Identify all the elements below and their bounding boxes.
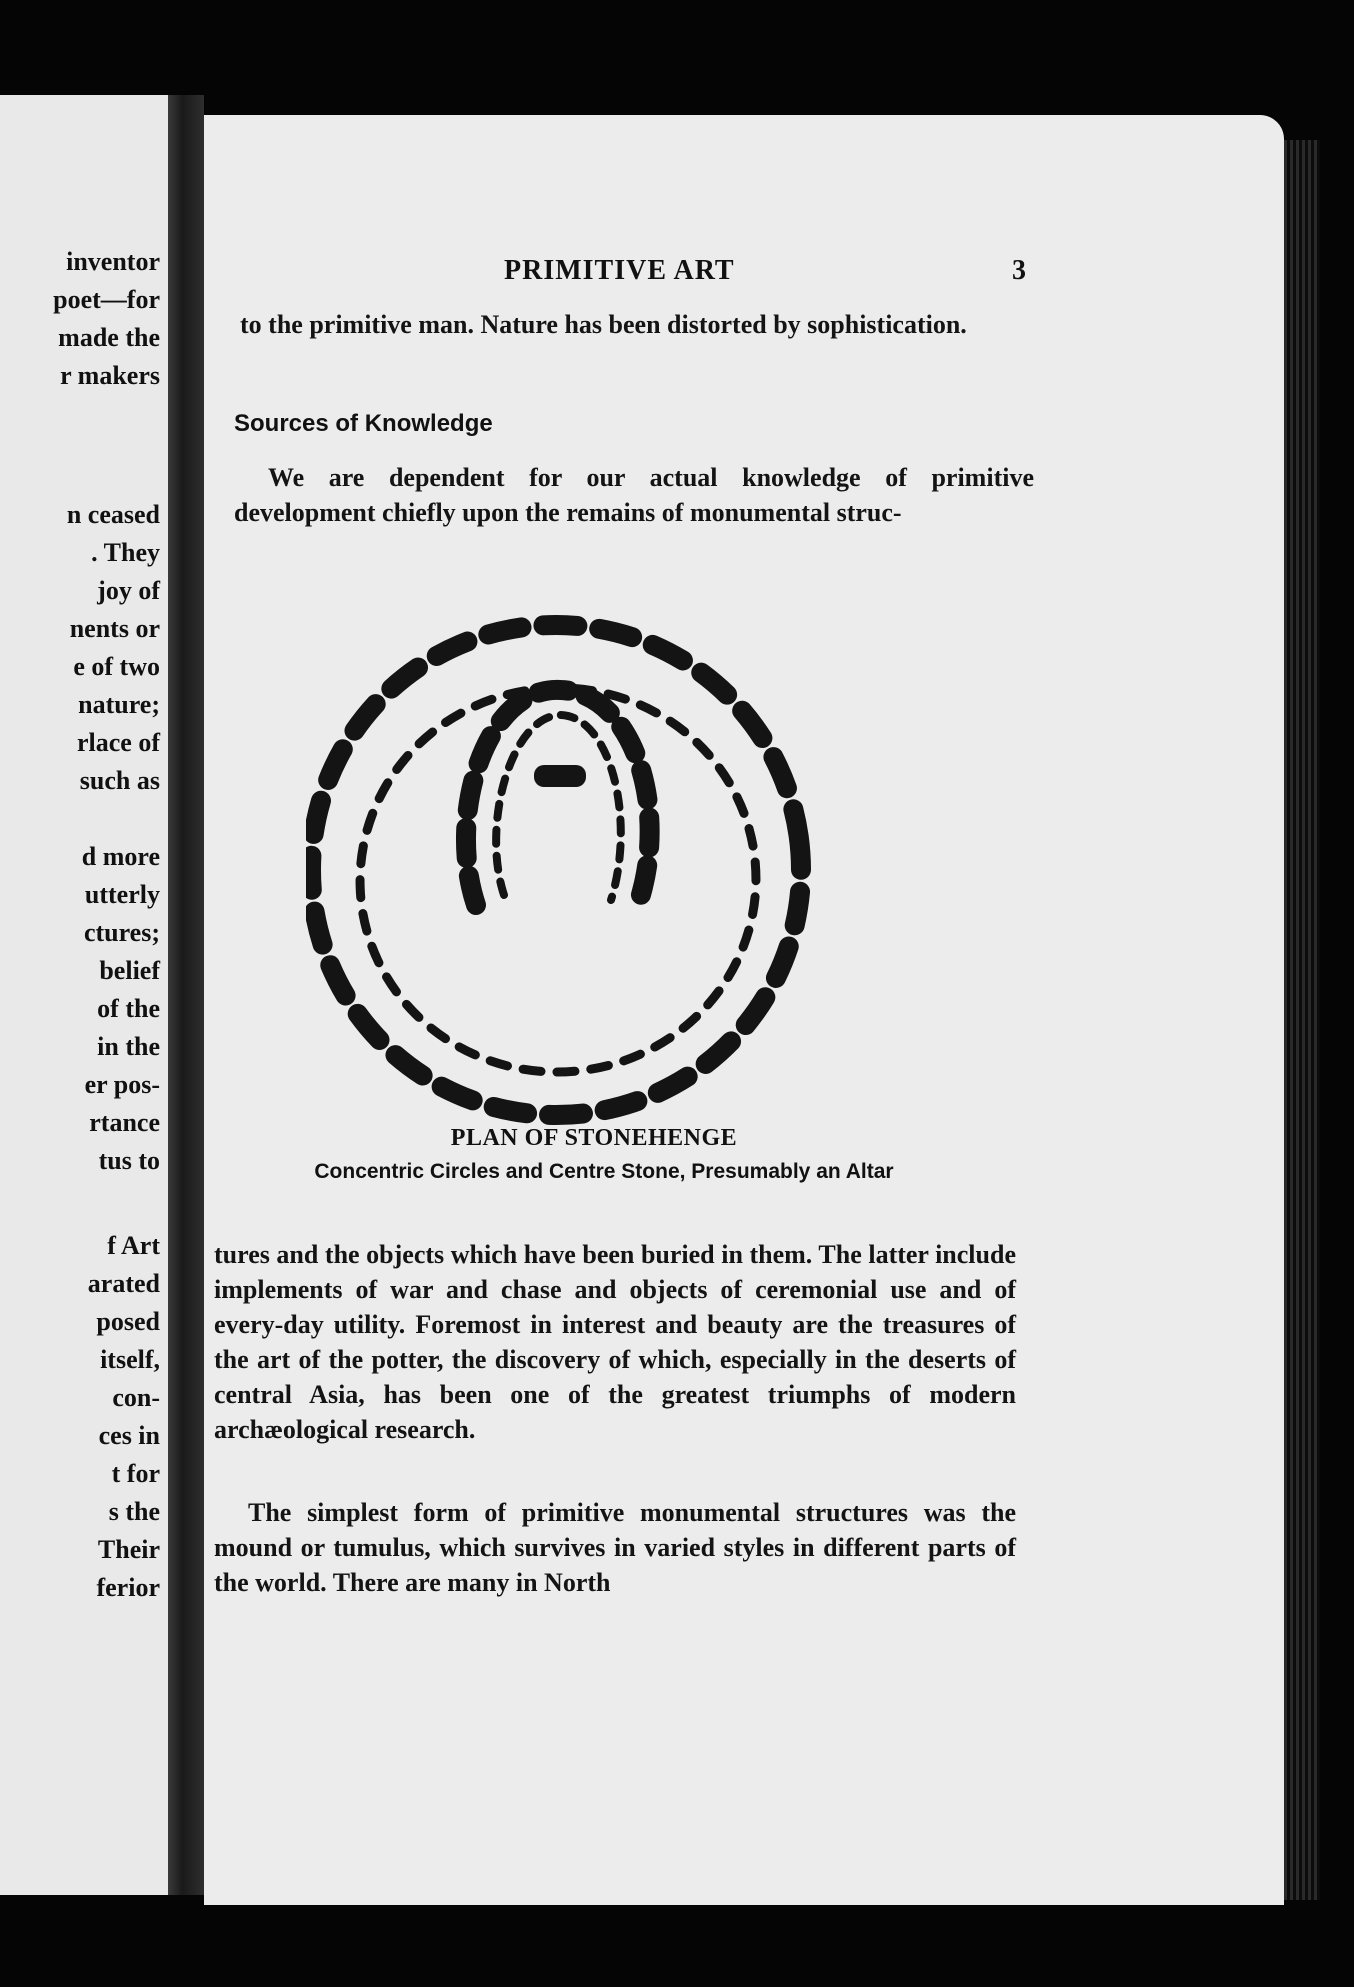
left-page-fragment: poet—for [53, 285, 160, 314]
left-page-fragment: rlace of [76, 728, 160, 757]
section-heading: Sources of Knowledge [234, 410, 493, 437]
left-page-fragment: f Art [107, 1231, 160, 1260]
inner-horseshoe [496, 715, 621, 900]
left-page-fragment: er pos- [84, 1070, 160, 1099]
left-page-fragment: s the [108, 1497, 160, 1526]
left-page-fragment: con- [112, 1383, 160, 1412]
left-page-fragment: nature; [78, 690, 160, 719]
running-head: PRIMITIVE ART [504, 255, 735, 286]
book-gutter [168, 95, 204, 1895]
left-page-fragment: joy of [97, 576, 160, 605]
left-page-fragment: arated [87, 1269, 160, 1298]
paragraph: to the primitive man. Nature has been distorted by sophistication. [240, 310, 967, 339]
left-page-fragment: nents or [69, 614, 160, 643]
left-page-fragment: n ceased [66, 500, 160, 529]
left-page-fragment: Their [97, 1535, 160, 1564]
left-page-fragment: . They [91, 538, 160, 567]
left-page-fragment: ces in [98, 1421, 160, 1450]
figure-caption-subtitle: Concentric Circles and Centre Stone, Presumably an Altar [314, 1160, 894, 1183]
middle-stone-ring [344, 671, 772, 1088]
paragraph: tures and the objects which have been buried in them. The latter include implements of war and chase and objects of ceremonial use and of every-day utility. Foremost in interest and beauty are the treasures of the art of the potter, the discovery of which, especially in the deserts of central Asia, has been one of the greatest triumphs of modern archæological research. [214, 1240, 1016, 1444]
left-page-fragment: tus to [98, 1146, 160, 1175]
left-page-fragment: posed [96, 1307, 160, 1336]
left-page-fragment: of the [97, 994, 160, 1023]
left-page-fragment: inventor [66, 247, 160, 276]
left-page-fragment: such as [79, 766, 160, 795]
figure-caption-title: PLAN OF STONEHENGE [450, 1125, 738, 1151]
left-page-fragment: d more [81, 842, 160, 871]
paragraph: The simplest form of primitive monumental structures was the mound or tumulus, which survives in varied styles in different parts of the world. There are many in North [214, 1498, 1016, 1597]
left-page-fragment: itself, [100, 1345, 160, 1374]
left-page-fragment: in the [97, 1032, 160, 1061]
left-page-fragment: utterly [84, 880, 160, 909]
paragraph: We are dependent for our actual knowledge of primitive development chiefly upon the remains of monumental struc- [234, 463, 1034, 527]
altar-stone [534, 765, 586, 787]
left-page-fragment: belief [99, 956, 160, 985]
right-page [204, 115, 1284, 1905]
left-page-fragment: r makers [60, 361, 160, 390]
left-page-fragment: ferior [96, 1573, 160, 1602]
left-page-fragment: rtance [89, 1108, 160, 1137]
page-number: 3 [1012, 255, 1026, 286]
left-page-fragment: made the [58, 323, 160, 352]
page-edges [1284, 140, 1320, 1900]
left-page-fragment: e of two [73, 652, 160, 681]
left-page [0, 95, 168, 1895]
left-page-fragment: t for [111, 1459, 160, 1488]
left-page-fragment: ctures; [83, 918, 160, 947]
